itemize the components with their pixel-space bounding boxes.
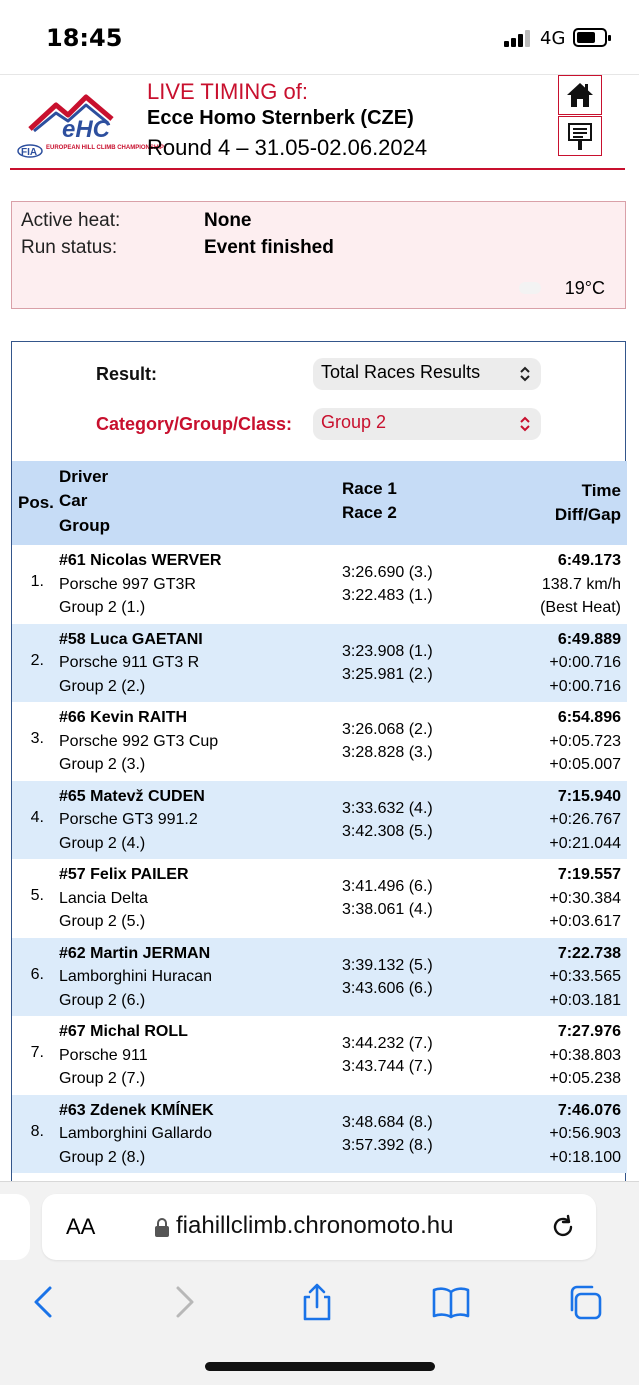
- run-status-label: Run status:: [21, 237, 118, 258]
- table-row[interactable]: [12, 938, 627, 1017]
- row-race2: 3:57.392 (8.): [342, 1136, 433, 1154]
- row-pos: 4.: [30, 808, 44, 826]
- reader-aa-button[interactable]: AA: [66, 1214, 96, 1239]
- row-driver: #58 Luca GAETANI: [59, 630, 203, 648]
- result-select-value: Total Races Results: [321, 362, 481, 382]
- ehc-logo: [16, 85, 164, 158]
- row-time: 7:27.976: [557, 1023, 621, 1040]
- row-race2: 3:22.483 (1.): [342, 587, 433, 604]
- row-race1: 3:48.684 (8.): [342, 1113, 433, 1131]
- chevron-updown-icon: [519, 364, 531, 384]
- header-race1: Race 1: [342, 479, 397, 498]
- row-race2: 3:28.828 (3.): [342, 744, 433, 761]
- row-line3: +0:21.044: [549, 834, 621, 852]
- row-line2: +0:33.565: [549, 968, 621, 985]
- row-car: Porsche 911 GT3 R: [59, 654, 200, 671]
- row-race1: 3:39.132 (5.): [342, 956, 433, 974]
- active-heat-label: Active heat:: [21, 210, 121, 231]
- row-car: Lamborghini Gallardo: [59, 1125, 212, 1142]
- live-timing-label: LIVE TIMING of:: [147, 79, 308, 104]
- row-driver: #57 Felix PAILER: [59, 866, 189, 883]
- row-group: Group 2 (4.): [59, 834, 146, 852]
- row-race2: 3:43.606 (6.): [342, 979, 433, 997]
- row-driver: #62 Martin JERMAN: [59, 944, 211, 962]
- row-pos: 7.: [30, 1044, 44, 1061]
- row-driver: #66 Kevin RAITH: [59, 709, 188, 726]
- row-race1: 3:44.232 (7.): [342, 1035, 433, 1052]
- result-select[interactable]: [313, 358, 541, 390]
- row-car: Lamborghini Huracan: [59, 968, 212, 985]
- row-time: 7:46.076: [557, 1101, 621, 1119]
- row-race2: 3:43.744 (7.): [342, 1058, 433, 1075]
- home-button[interactable]: [558, 75, 602, 115]
- table-row[interactable]: [12, 545, 627, 624]
- header-driver: Driver: [59, 467, 109, 486]
- header-time: Time: [581, 481, 621, 500]
- weather-icon: [519, 282, 541, 294]
- table-row[interactable]: [12, 781, 627, 860]
- header-diff: Diff/Gap: [554, 505, 621, 524]
- row-line3: (Best Heat): [540, 599, 621, 616]
- page-header: [0, 74, 639, 170]
- row-line3: +0:05.238: [549, 1070, 621, 1087]
- row-time: 6:54.896: [557, 709, 621, 726]
- row-line2: +0:00.716: [549, 654, 621, 671]
- row-race2: 3:25.981 (2.): [342, 665, 433, 683]
- row-car: Porsche 992 GT3 Cup: [59, 732, 219, 750]
- table-row[interactable]: [12, 702, 627, 781]
- bookmarks-icon[interactable]: [431, 1282, 471, 1322]
- temperature: 19°C: [564, 278, 605, 298]
- header-car: Car: [59, 491, 88, 510]
- row-race1: 3:41.496 (6.): [342, 878, 433, 895]
- row-race1: 3:33.632 (4.): [342, 799, 433, 817]
- battery-icon: [573, 28, 607, 47]
- row-line2: +0:56.903: [549, 1125, 621, 1142]
- home-icon: [565, 80, 595, 110]
- run-status-value: Event finished: [204, 237, 334, 258]
- browser-toolbar: [0, 1181, 639, 1385]
- logo-text: eHC: [62, 116, 111, 143]
- home-indicator: [205, 1362, 435, 1371]
- row-group: Group 2 (7.): [59, 1070, 146, 1087]
- category-select[interactable]: [313, 408, 541, 440]
- row-driver: #61 Nicolas WERVER: [59, 552, 222, 569]
- row-race2: 3:38.061 (4.): [342, 901, 433, 918]
- row-line3: +0:03.617: [549, 913, 621, 930]
- row-group: Group 2 (6.): [59, 991, 146, 1009]
- header-pos: Pos.: [18, 493, 54, 512]
- header-race2: Race 2: [342, 503, 397, 522]
- row-line2: +0:30.384: [549, 889, 621, 907]
- row-time: 7:15.940: [557, 787, 621, 805]
- results-panel: [11, 341, 626, 1181]
- row-line3: +0:18.100: [549, 1148, 621, 1166]
- url-text[interactable]: fiahillclimb.chronomoto.hu: [176, 1212, 454, 1239]
- row-car: Lancia Delta: [59, 889, 148, 907]
- table-row[interactable]: [12, 859, 627, 938]
- row-driver: #63 Zdenek KMÍNEK: [59, 1101, 214, 1119]
- signboard-icon: [567, 121, 593, 151]
- row-race2: 3:42.308 (5.): [342, 822, 433, 840]
- status-box: [11, 201, 626, 309]
- row-line3: +0:00.716: [549, 677, 621, 695]
- forward-icon[interactable]: [164, 1282, 204, 1322]
- header-group: Group: [59, 516, 110, 535]
- previous-tab-preview[interactable]: [0, 1194, 30, 1260]
- row-line3: +0:05.007: [549, 756, 621, 773]
- row-line2: +0:05.723: [549, 732, 621, 750]
- address-bar[interactable]: [42, 1194, 596, 1260]
- chevron-updown-icon: [519, 414, 531, 434]
- status-time: 18:45: [46, 24, 123, 52]
- row-pos: 3.: [30, 730, 44, 747]
- schedule-button[interactable]: [558, 116, 602, 156]
- row-group: Group 2 (3.): [59, 756, 146, 773]
- row-pos: 1.: [30, 573, 44, 590]
- row-line3: +0:03.181: [549, 991, 621, 1009]
- table-row[interactable]: [12, 624, 627, 703]
- tabs-icon[interactable]: [566, 1282, 606, 1322]
- back-icon[interactable]: [24, 1282, 64, 1322]
- row-line2: 138.7 km/h: [541, 575, 621, 593]
- row-time: 7:19.557: [557, 866, 621, 883]
- row-driver: #67 Michal ROLL: [59, 1023, 188, 1040]
- signal-icon: [504, 30, 534, 47]
- table-row[interactable]: [12, 1095, 627, 1174]
- round-dates: Round 4 – 31.05-02.06.2024: [147, 135, 428, 160]
- header-divider: [10, 168, 625, 170]
- reload-icon[interactable]: [548, 1212, 578, 1242]
- event-title: Ecce Homo Sternberk (CZE): [147, 107, 414, 129]
- row-pos: 6.: [30, 965, 44, 983]
- status-bar: [0, 0, 639, 74]
- row-pos: 8.: [30, 1122, 44, 1140]
- category-select-value: Group 2: [321, 412, 387, 432]
- row-time: 7:22.738: [557, 944, 621, 962]
- row-group: Group 2 (2.): [59, 677, 146, 695]
- row-driver: #65 Matevž CUDEN: [59, 787, 205, 805]
- row-car: Porsche GT3 991.2: [59, 811, 198, 828]
- row-car: Porsche 997 GT3R: [59, 575, 196, 593]
- row-time: 6:49.889: [557, 630, 621, 648]
- row-race1: 3:26.068 (2.): [342, 721, 433, 738]
- category-label: Category/Group/Class:: [96, 414, 293, 434]
- row-line2: +0:38.803: [549, 1046, 621, 1064]
- result-label: Result:: [96, 364, 158, 384]
- row-group: Group 2 (1.): [59, 599, 146, 616]
- table-header: [12, 461, 627, 545]
- row-group: Group 2 (5.): [59, 913, 146, 930]
- row-car: Porsche 911: [59, 1046, 148, 1064]
- table-row[interactable]: [12, 1016, 627, 1095]
- row-race1: 3:26.690 (3.): [342, 564, 433, 581]
- row-group: Group 2 (8.): [59, 1148, 146, 1166]
- share-icon[interactable]: [297, 1282, 337, 1322]
- row-time: 6:49.173: [557, 552, 621, 569]
- row-pos: 2.: [30, 651, 44, 669]
- logo-sub: EUROPEAN HILL CLIMB CHAMPIONSHIP: [46, 145, 164, 151]
- row-pos: 5.: [30, 887, 44, 904]
- logo-fia: FIA: [21, 147, 38, 158]
- lock-icon: [154, 1216, 170, 1238]
- row-line2: +0:26.767: [549, 811, 621, 828]
- active-heat-value: None: [204, 210, 252, 231]
- row-race1: 3:23.908 (1.): [342, 642, 433, 660]
- network-type: 4G: [540, 28, 566, 49]
